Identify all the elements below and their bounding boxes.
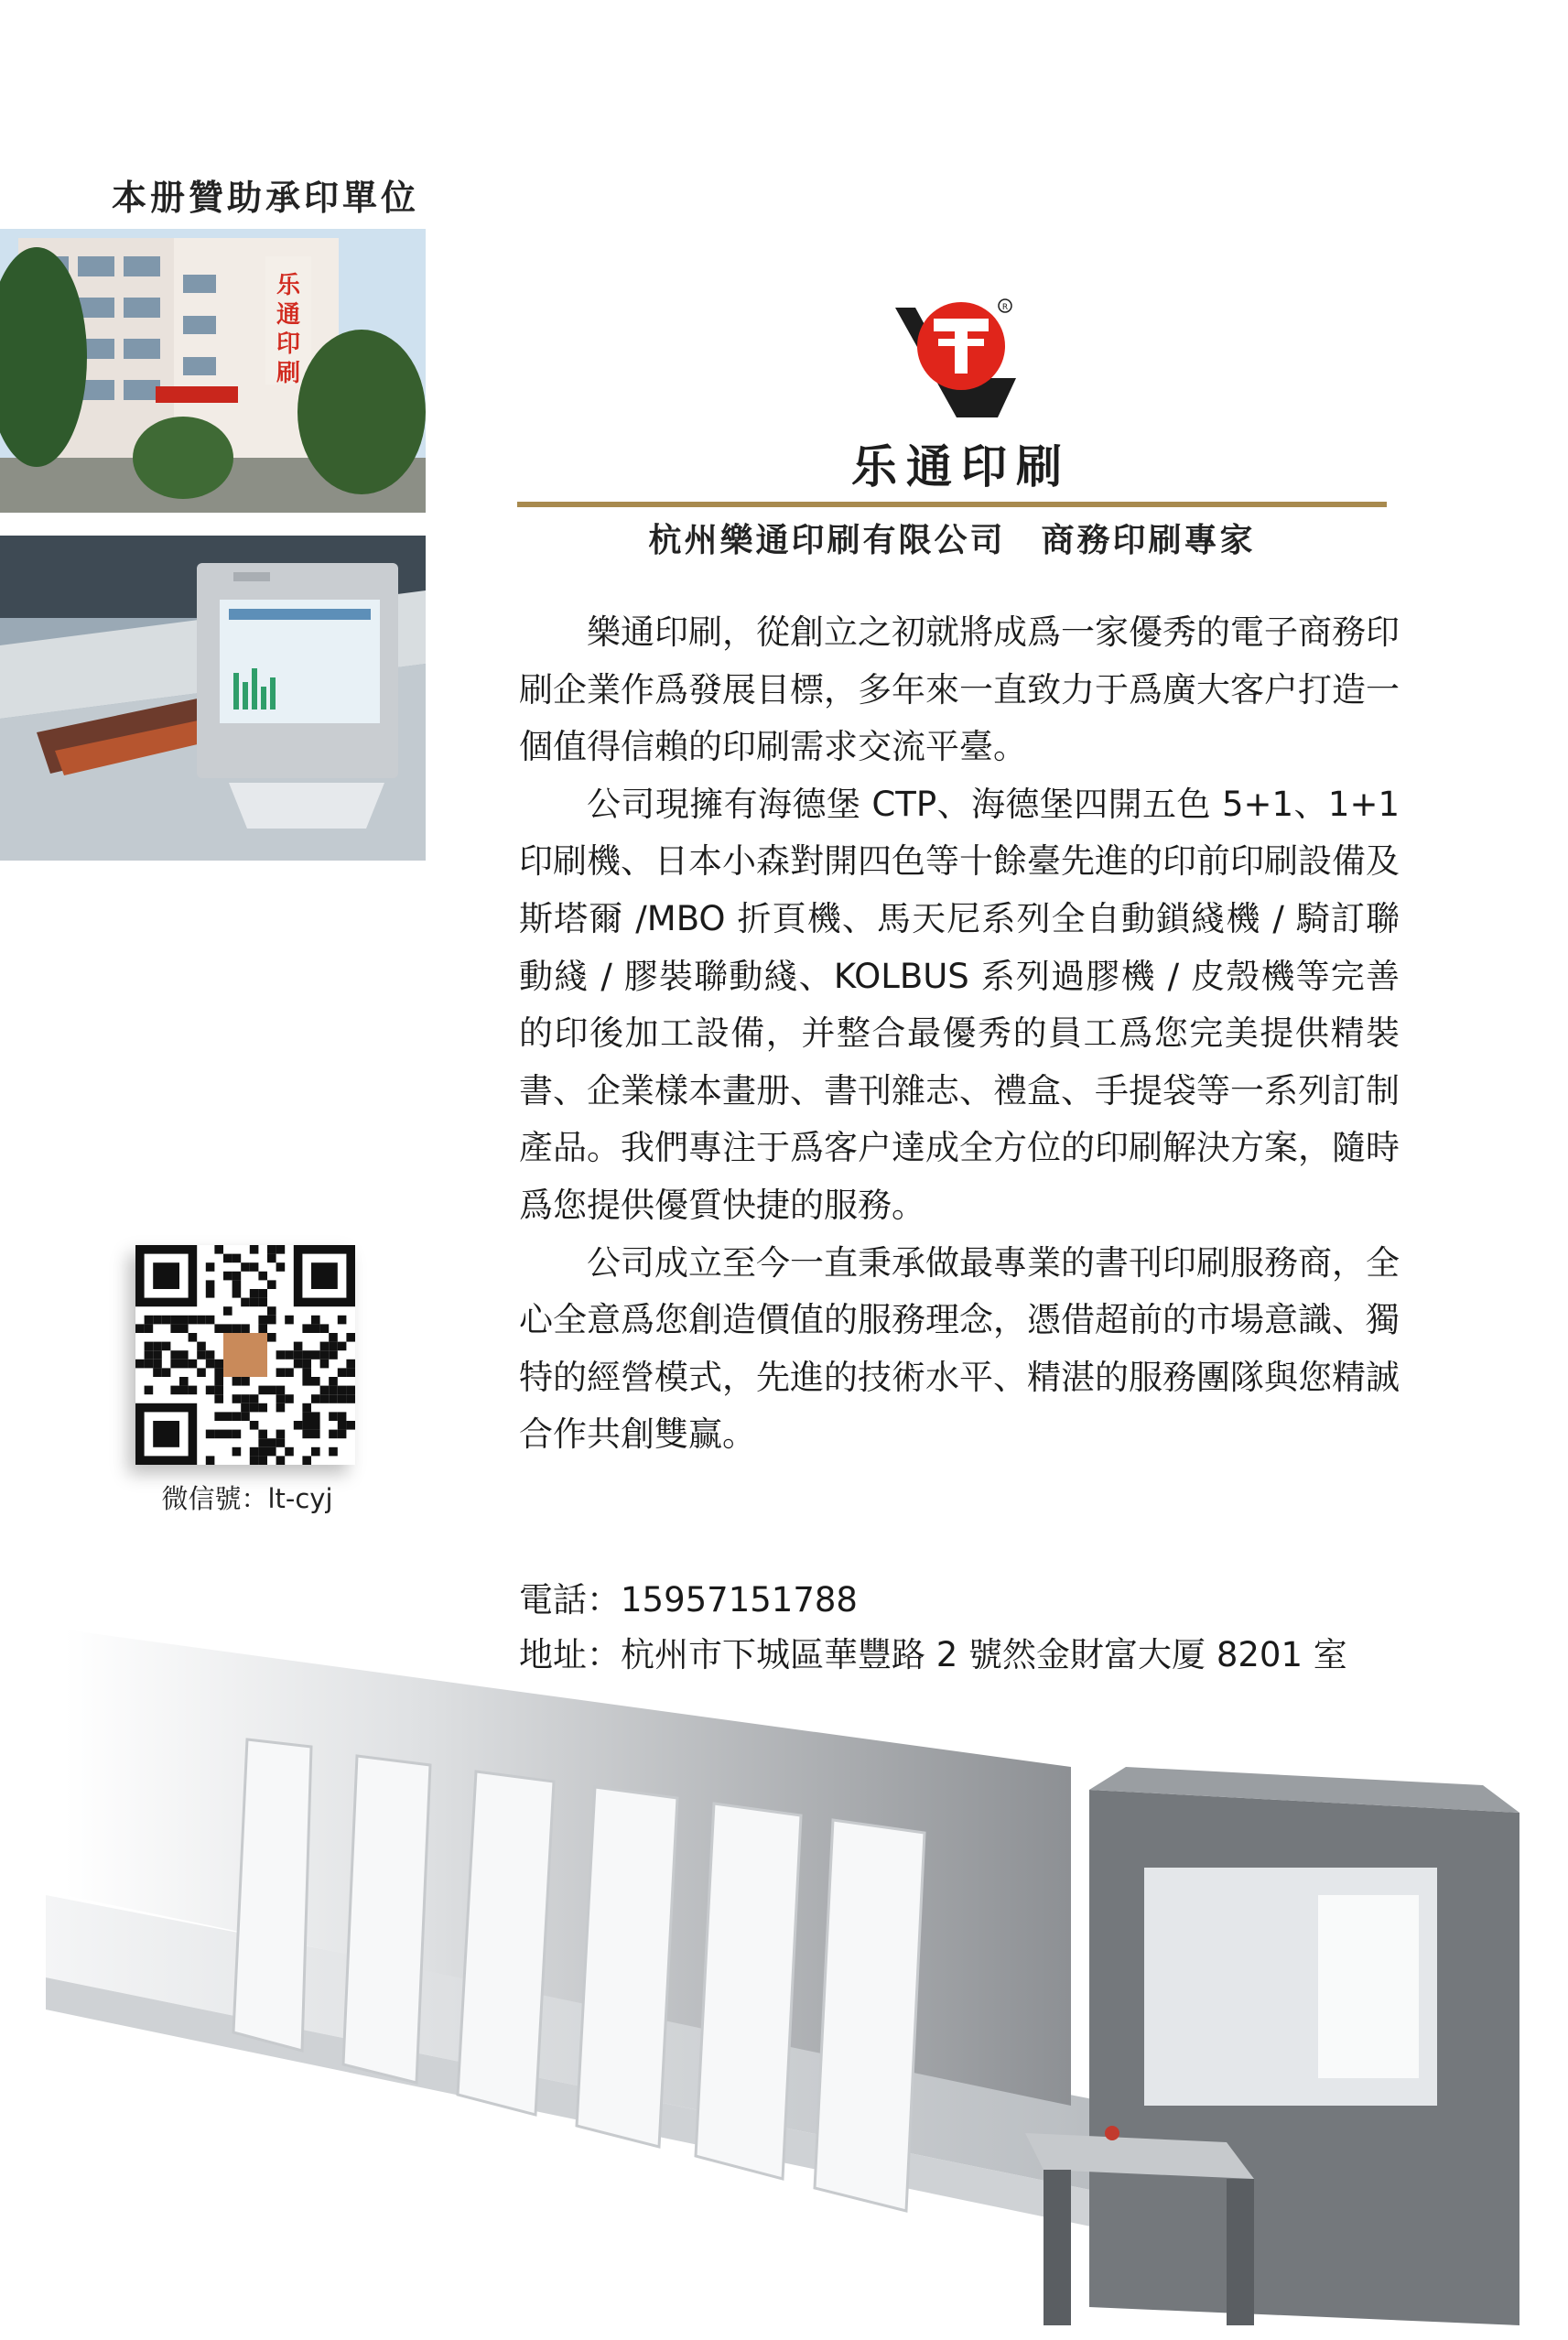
wechat-qr-code — [135, 1245, 355, 1465]
building-illustration — [0, 229, 426, 513]
paragraph-equipment: 公司現擁有海德堡 CTP、海德堡四開五色 5+1、1+1 印刷機、日本小森對開四色等十餘臺先進的印前印刷設備及斯塔爾 /MBO 折頁機、馬天尼系列全自動鎖綫機 / 騎訂聯動綫 / 膠裝聯動綫、KOLBUS 系列過膠機 / 皮殼機等完善的印後加工設備，并整合最優秀的員工爲您完美提供精裝書、企業樣本畫册、書刊雜志、禮盒、手提袋等一系列訂制產品。我們專注于爲客户達成全方位的印刷解決方案，隨時爲您提供優質快捷的服務。 — [519, 784, 1400, 1225]
logo-icon — [888, 291, 1025, 419]
gold-divider — [517, 502, 1387, 507]
company-tagline: 杭州樂通印刷有限公司 商務印刷專家 — [648, 521, 1256, 559]
brand-name: 乐通印刷 — [851, 440, 1071, 493]
press-control-photo — [0, 536, 426, 861]
company-logo — [888, 291, 1025, 419]
printing-press-image — [37, 1593, 1568, 2336]
svg-text:乐: 乐 — [276, 272, 301, 299]
company-description — [519, 604, 1400, 1464]
svg-text:刷: 刷 — [276, 360, 301, 387]
company-building-photo — [0, 229, 426, 513]
wechat-id: 微信號：lt-cyj — [161, 1483, 333, 1514]
paragraph-mission: 公司成立至今一直秉承做最專業的書刊印刷服務商，全心全意爲您創造價值的服務理念，憑借超前的市場意識、獨特的經營模式，先進的技術水平、精湛的服務團隊與您精誠合作共創雙赢。 — [519, 1242, 1400, 1455]
svg-text:通: 通 — [276, 301, 301, 329]
paragraph-intro: 樂通印刷，從創立之初就將成爲一家優秀的電子商務印刷企業作爲發展目標，多年來一直致力于爲廣大客户打造一個值得信賴的印刷需求交流平臺。 — [519, 612, 1400, 767]
press-console-illustration — [0, 536, 426, 861]
phone-number: 電話：15957151788 — [519, 1580, 858, 1620]
svg-text:R: R — [1001, 303, 1009, 312]
address: 地址：杭州市下城區華豐路 2 號然金財富大厦 8201 室 — [519, 1635, 1347, 1674]
qr-code-icon — [135, 1245, 355, 1465]
offset-press-illustration — [37, 1593, 1568, 2336]
svg-text:印: 印 — [276, 330, 301, 358]
sponsor-heading: 本册贊助承印單位 — [112, 177, 420, 218]
